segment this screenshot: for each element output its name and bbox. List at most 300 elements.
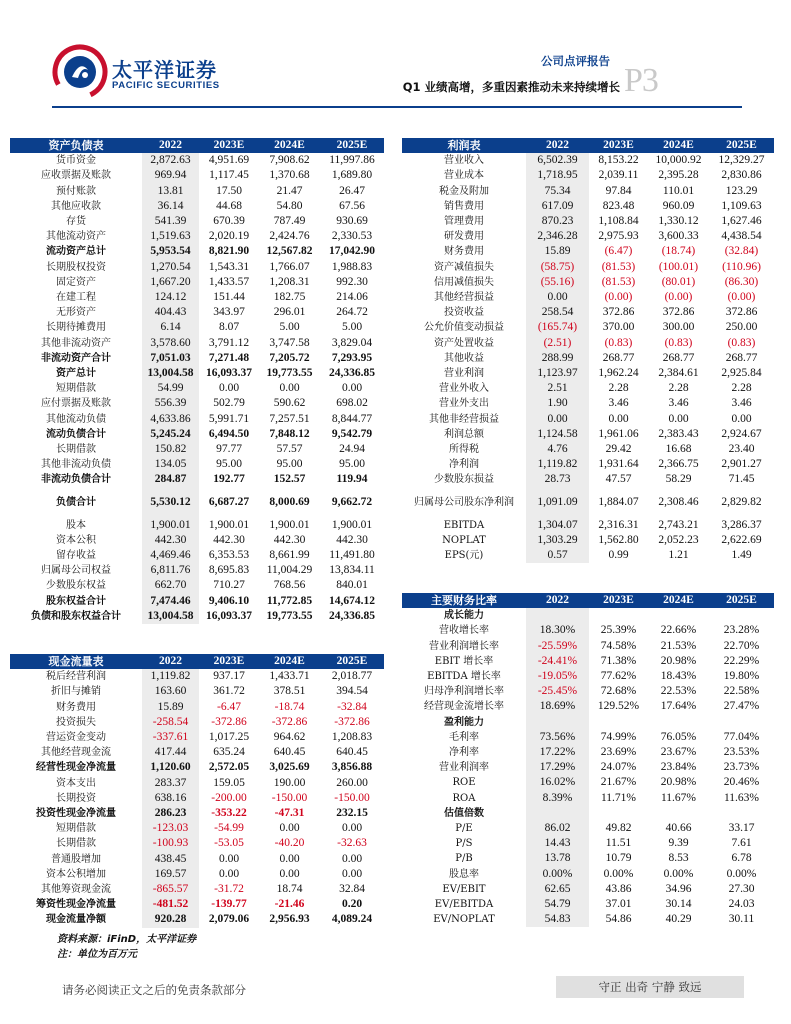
cell-value: 0.00% <box>726 867 757 880</box>
row-label: 现金流量净额 <box>46 914 106 926</box>
table-header-row <box>10 138 384 153</box>
row-label: 筹资性现金净流量 <box>36 899 116 911</box>
table-row <box>10 882 384 897</box>
cell-value: 5,245.24 <box>142 427 199 442</box>
row-label: 非流动资产合计 <box>41 352 111 364</box>
row-label: 资产减值损失 <box>434 261 494 273</box>
cell-value: 23.69% <box>600 746 637 759</box>
table-row <box>10 199 384 214</box>
cell-value: 1,330.12 <box>658 215 699 228</box>
table-row <box>402 867 774 882</box>
cell-value: -865.57 <box>142 882 199 897</box>
cell-value: 44.68 <box>216 199 242 212</box>
cell-value: 15.89 <box>142 700 199 715</box>
row-label: 固定资产 <box>56 276 96 288</box>
year-header: 2025E <box>709 138 774 153</box>
cell-value: 8,821.90 <box>208 245 250 258</box>
row-label: 归母净利润增长率 <box>424 686 504 698</box>
table-row <box>10 836 384 851</box>
row-label: 其他非经营损益 <box>429 413 499 425</box>
cell-value <box>648 608 709 623</box>
cell-value: 74.99% <box>600 730 637 743</box>
cell-value: 24.03 <box>728 898 755 911</box>
cell-value: (2.51) <box>526 336 589 351</box>
cell-value: 71.38% <box>600 654 637 667</box>
cell-value: 768.56 <box>273 579 306 592</box>
cell-value: 23.28% <box>723 624 760 637</box>
cell-value: 77.62% <box>600 670 637 683</box>
cell-value: 2.28 <box>668 382 689 395</box>
table-row <box>10 715 384 730</box>
cell-value: 698.02 <box>336 397 368 410</box>
cell-value: 19,773.55 <box>266 367 313 380</box>
table-row <box>402 366 774 381</box>
year-header: 2022 <box>526 138 589 153</box>
row-label: 净利率 <box>449 747 479 759</box>
row-label: 短期借款 <box>56 383 96 395</box>
row-label: EPS(元) <box>444 550 484 562</box>
cell-value: 1,124.58 <box>526 427 589 442</box>
cell-value: 5,953.54 <box>142 244 199 259</box>
row-label: 销售费用 <box>444 200 484 212</box>
cell-value: 23.67% <box>660 746 697 759</box>
table-row <box>402 608 774 623</box>
year-header: 2023E <box>199 138 259 153</box>
cell-value: 17.22% <box>526 745 589 760</box>
cell-value: 1,120.60 <box>142 760 199 775</box>
cell-value: 32.84 <box>339 883 365 896</box>
row-label: 营业利润 <box>444 368 484 380</box>
table-row <box>402 699 774 714</box>
cell-value: 40.29 <box>665 913 692 926</box>
table-row <box>402 669 774 684</box>
table-row <box>10 760 384 775</box>
row-label: 流动负债合计 <box>46 428 106 440</box>
row-label: 负债合计 <box>56 497 96 509</box>
row-label: EV/EBIT <box>442 883 486 895</box>
cell-value: (6.47) <box>604 245 633 258</box>
cell-value: (0.83) <box>664 336 693 349</box>
cell-value <box>709 806 774 821</box>
cell-value: 3,578.60 <box>142 336 199 351</box>
table-row <box>10 472 384 487</box>
cell-value: 0.00 <box>341 822 363 835</box>
cell-value: 7.61 <box>731 837 752 850</box>
cell-value: 10.79 <box>605 852 632 865</box>
cell-value: 787.49 <box>273 215 306 228</box>
row-label: 无形资产 <box>56 307 96 319</box>
row-label: 营收增长率 <box>439 625 489 637</box>
table-row <box>402 851 774 866</box>
cell-value: 13,004.58 <box>142 366 199 381</box>
table-row <box>402 472 774 487</box>
table-row <box>402 320 774 335</box>
cell-value: 24.94 <box>339 443 365 456</box>
cell-value: 54.99 <box>142 381 199 396</box>
table-row <box>10 260 384 275</box>
cell-value: -25.59% <box>526 639 589 654</box>
cell-value: 11,004.29 <box>266 564 313 577</box>
row-label: EV/EBITDA <box>434 899 494 911</box>
row-label: 所得税 <box>449 444 479 456</box>
cell-value: 250.00 <box>725 321 758 334</box>
cell-value: 15.89 <box>526 244 589 259</box>
cell-value: 11,997.86 <box>329 154 375 167</box>
cell-value: 124.12 <box>142 290 199 305</box>
cell-value: 2,924.67 <box>721 427 762 440</box>
row-label: NOPLAT <box>442 534 486 546</box>
cell-value: -200.00 <box>211 791 247 804</box>
cell-value: -25.45% <box>526 684 589 699</box>
cell-value: 0.57 <box>526 548 589 563</box>
table-row <box>402 305 774 320</box>
row-label: 资本公积增加 <box>46 868 106 880</box>
cell-value: 4,469.46 <box>142 548 199 563</box>
cell-value: 26.47 <box>339 184 365 197</box>
cell-value: 8.07 <box>218 321 240 334</box>
cell-value: 9,542.79 <box>331 427 373 440</box>
balance-sheet-table <box>10 138 384 624</box>
row-label: 其他收益 <box>444 352 484 364</box>
cell-value: 54.80 <box>276 199 303 212</box>
cell-value: 2,366.75 <box>658 458 699 471</box>
cell-value: 3,025.69 <box>269 761 310 774</box>
cell-value: 930.69 <box>336 215 368 228</box>
table-row <box>10 852 384 867</box>
cell-value: 86.02 <box>526 821 589 836</box>
cell-value: 1,884.07 <box>598 496 639 509</box>
cell-value: 1,208.83 <box>331 731 373 744</box>
cell-value: 36.14 <box>142 199 199 214</box>
cell-value: 2,830.86 <box>721 169 762 182</box>
row-label: 其他经营损益 <box>434 292 494 304</box>
cell-value: 11.67% <box>660 791 697 804</box>
row-label: 归属母公司权益 <box>41 565 111 577</box>
table-row <box>10 594 384 609</box>
cell-value: 937.17 <box>213 670 245 683</box>
cell-value: 28.73 <box>526 472 589 487</box>
cell-value: 22.53% <box>660 685 697 698</box>
table-row <box>10 275 384 290</box>
cell-value: 372.86 <box>725 306 758 319</box>
cell-value: 268.77 <box>662 351 695 364</box>
year-header: 2024E <box>648 593 709 608</box>
cell-value: 73.56% <box>526 730 589 745</box>
cell-value: 7,474.46 <box>142 594 199 609</box>
cell-value: 394.54 <box>336 685 368 698</box>
cell-value: -6.47 <box>217 700 241 713</box>
cell-value: 0.99 <box>608 549 629 562</box>
cell-value: 72.68% <box>600 685 637 698</box>
row-label: EBITDA 增长率 <box>427 671 501 683</box>
cell-value: 29.42 <box>605 443 632 456</box>
cell-value: 6,502.39 <box>526 153 589 168</box>
row-label: 营业外收入 <box>439 383 489 395</box>
cell-value <box>526 806 589 821</box>
row-label: 存货 <box>66 216 86 228</box>
cell-value: (0.83) <box>604 336 633 349</box>
cell-value: 372.86 <box>602 306 635 319</box>
cell-value: 27.47% <box>723 700 760 713</box>
year-header: 2024E <box>259 654 320 669</box>
table-row <box>10 897 384 912</box>
cell-value: 2,424.76 <box>269 230 310 243</box>
cash-flow-table <box>10 654 384 928</box>
cell-value: 12,329.27 <box>718 154 765 167</box>
cell-value: 2,872.63 <box>142 153 199 168</box>
table-row <box>402 412 774 427</box>
table-row <box>10 912 384 927</box>
cell-value: 7,848.12 <box>269 427 310 440</box>
table-row <box>10 427 384 442</box>
row-label: 普通股增加 <box>51 853 101 865</box>
year-header: 2024E <box>259 138 320 153</box>
cell-value: 95.00 <box>216 458 242 471</box>
cell-value: 502.79 <box>213 397 245 410</box>
cell-value: 2,395.28 <box>658 169 699 182</box>
table-row <box>10 442 384 457</box>
cell-value: (0.00) <box>727 291 756 304</box>
cell-value: 2,956.93 <box>269 913 310 926</box>
row-label: 货币资金 <box>56 155 96 167</box>
cell-value: 8,844.77 <box>331 412 373 425</box>
cell-value <box>589 715 648 730</box>
cell-value: 9.39 <box>668 837 689 850</box>
cell-value: -21.46 <box>274 898 305 911</box>
cell-value: (81.53) <box>601 260 636 273</box>
cell-value: 76.05% <box>660 730 697 743</box>
cell-value: 8,661.99 <box>269 549 310 562</box>
cell-value: 97.77 <box>216 443 242 456</box>
cell-value: 17.64% <box>660 700 697 713</box>
cell-value: 0.00 <box>218 867 240 880</box>
row-label: 长期借款 <box>56 444 96 456</box>
cell-value: 1,900.01 <box>208 518 250 531</box>
table-row <box>402 715 774 730</box>
row-label: 财务费用 <box>56 701 96 713</box>
cell-value: 1,667.20 <box>142 275 199 290</box>
table-row <box>402 730 774 745</box>
cell-value: 4,089.24 <box>331 913 373 926</box>
cell-value: 296.01 <box>273 306 306 319</box>
row-label: 长期股权投资 <box>46 261 106 273</box>
table-row <box>402 821 774 836</box>
table-row <box>402 623 774 638</box>
cell-value: 283.37 <box>142 776 199 791</box>
row-label: 股东权益合计 <box>46 595 106 607</box>
cell-value: 1,766.07 <box>269 260 310 273</box>
cell-value: 22.58% <box>723 685 760 698</box>
cell-value: 1,718.95 <box>526 168 589 183</box>
table-row <box>10 745 384 760</box>
cell-value <box>589 806 648 821</box>
table-row <box>402 518 774 533</box>
row-label: 营业收入 <box>444 155 484 167</box>
cell-value: 192.77 <box>213 473 245 486</box>
cell-value: 74.58% <box>600 639 637 652</box>
cell-value: 710.27 <box>213 579 245 592</box>
table-row <box>10 153 384 168</box>
cell-value: 1,433.71 <box>269 670 310 683</box>
table-row <box>402 381 774 396</box>
table-row <box>402 244 774 259</box>
cell-value: 18.30% <box>526 623 589 638</box>
cell-value: 556.39 <box>142 396 199 411</box>
cell-value: 11,491.80 <box>329 549 375 562</box>
cell-value: -139.77 <box>211 898 247 911</box>
table-title: 主要财务比率 <box>402 593 526 608</box>
cell-value: 7,293.95 <box>331 351 373 364</box>
cell-value: 6,353.53 <box>208 549 250 562</box>
cell-value: 1,117.45 <box>209 169 249 182</box>
cell-value: 152.57 <box>273 473 306 486</box>
cell-value: 2.28 <box>608 382 629 395</box>
cell-value: 2,622.69 <box>721 533 762 546</box>
row-label: EBIT 增长率 <box>434 655 494 667</box>
table-row <box>10 184 384 199</box>
table-row <box>10 609 384 624</box>
table-row <box>10 821 384 836</box>
table-row <box>402 214 774 229</box>
cell-value: 1,109.63 <box>721 199 762 212</box>
cell-value: 1,931.64 <box>598 458 639 471</box>
cell-value: 214.06 <box>336 291 368 304</box>
cell-value: 2,330.53 <box>331 230 373 243</box>
cell-value: 3.46 <box>668 397 689 410</box>
cell-value: 0.00 <box>218 382 240 395</box>
cell-value: 1,900.01 <box>142 518 199 533</box>
row-label: P/B <box>455 853 473 865</box>
cell-value: 442.30 <box>336 533 368 546</box>
row-label: 其他流动负债 <box>46 413 106 425</box>
table-row <box>402 897 774 912</box>
row-label: 财务费用 <box>444 246 484 258</box>
cell-value: 2.51 <box>526 381 589 396</box>
cell-value <box>648 715 709 730</box>
cell-value: 18.69% <box>526 699 589 714</box>
cell-value: 24,336.85 <box>329 609 375 622</box>
row-label: 非流动负债合计 <box>41 474 111 486</box>
table-header-row <box>402 593 774 608</box>
table-row <box>402 912 774 927</box>
row-label: P/S <box>455 838 473 850</box>
cell-value: 6,687.27 <box>208 496 250 509</box>
row-label: 盈利能力 <box>444 716 484 728</box>
cell-value: 16.02% <box>526 775 589 790</box>
table-row <box>402 760 774 775</box>
cell-value: -372.86 <box>334 715 370 728</box>
table-row <box>402 654 774 669</box>
cell-value: 7,257.51 <box>269 412 310 425</box>
row-label: 经营现金流增长率 <box>424 701 504 713</box>
cell-value: 62.65 <box>526 882 589 897</box>
cell-value: 1,208.31 <box>269 275 310 288</box>
cell-value: 1,519.63 <box>142 229 199 244</box>
cell-value: 57.57 <box>276 443 303 456</box>
table-row <box>402 336 774 351</box>
cell-value: 361.72 <box>213 685 245 698</box>
cell-value: 5.00 <box>279 321 300 334</box>
table-row <box>10 290 384 305</box>
cell-value: -372.86 <box>271 715 308 728</box>
cell-value: 0.00% <box>526 867 589 882</box>
cell-value: 286.23 <box>142 806 199 821</box>
cell-value: 12,567.82 <box>266 245 313 258</box>
cell-value: 3,286.37 <box>721 518 762 531</box>
cell-value: 123.29 <box>725 184 758 197</box>
row-label: 资本公积 <box>56 534 96 546</box>
cell-value: 17,042.90 <box>329 245 375 258</box>
cell-value: 0.00 <box>279 852 300 865</box>
cell-value: 13.81 <box>142 184 199 199</box>
row-label: 营运资金变动 <box>46 732 106 744</box>
cell-value: 0.00% <box>603 867 634 880</box>
table-row <box>402 199 774 214</box>
cell-value: 635.24 <box>213 746 245 759</box>
cell-value: 11.63% <box>723 791 760 804</box>
table-row <box>402 548 774 563</box>
cell-value: 442.30 <box>213 533 245 546</box>
cell-value: -32.84 <box>337 700 367 713</box>
row-label: 成长能力 <box>444 610 484 622</box>
cell-value: 1,108.84 <box>598 215 639 228</box>
cell-value: 54.83 <box>526 912 589 927</box>
table-row <box>402 775 774 790</box>
cell-value: 95.00 <box>276 458 303 471</box>
pacific-securities-logo-icon <box>52 44 108 100</box>
cell-value: 13.78 <box>526 851 589 866</box>
cell-value: 134.05 <box>142 457 199 472</box>
cell-value: 67.56 <box>339 199 365 212</box>
header-divider <box>52 106 742 108</box>
row-label: P/E <box>455 823 473 835</box>
cell-value: 22.70% <box>723 639 760 652</box>
cell-value: 16,093.37 <box>206 367 252 380</box>
cell-value: 0.00 <box>218 852 240 865</box>
cell-value: 3.46 <box>731 397 752 410</box>
data-source: 资料来源：iFinD，太平洋证券 <box>57 934 197 945</box>
cell-value: 3,856.88 <box>331 761 373 774</box>
cell-value: -353.22 <box>211 807 247 820</box>
cell-value: 110.01 <box>662 184 695 197</box>
cell-value: 268.77 <box>602 351 635 364</box>
cell-value: 11.71% <box>600 791 637 804</box>
cell-value: 1,988.83 <box>331 260 373 273</box>
cell-value: 150.82 <box>142 442 199 457</box>
cell-value: 1,961.06 <box>598 427 639 440</box>
row-label: 负债和股东权益合计 <box>31 610 121 622</box>
table-row <box>10 381 384 396</box>
cell-value: 21.67% <box>600 776 637 789</box>
cell-value: 0.00 <box>668 412 689 425</box>
cell-value: 1,123.97 <box>526 366 589 381</box>
cell-value: (0.83) <box>727 336 756 349</box>
table-row <box>10 700 384 715</box>
cell-value: 2,743.21 <box>658 518 699 531</box>
cell-value <box>648 806 709 821</box>
row-label: 税后经营利润 <box>46 671 106 683</box>
cell-value: 20.98% <box>660 776 697 789</box>
cell-value: 1,543.31 <box>208 260 250 273</box>
cell-value: (165.74) <box>526 320 589 335</box>
cell-value: 992.30 <box>336 275 368 288</box>
table-row <box>10 412 384 427</box>
table-row <box>402 639 774 654</box>
cell-value: 0.00% <box>663 867 694 880</box>
table-row <box>402 488 774 518</box>
cell-value: -150.00 <box>271 791 308 804</box>
cell-value: 3,600.33 <box>658 230 699 243</box>
